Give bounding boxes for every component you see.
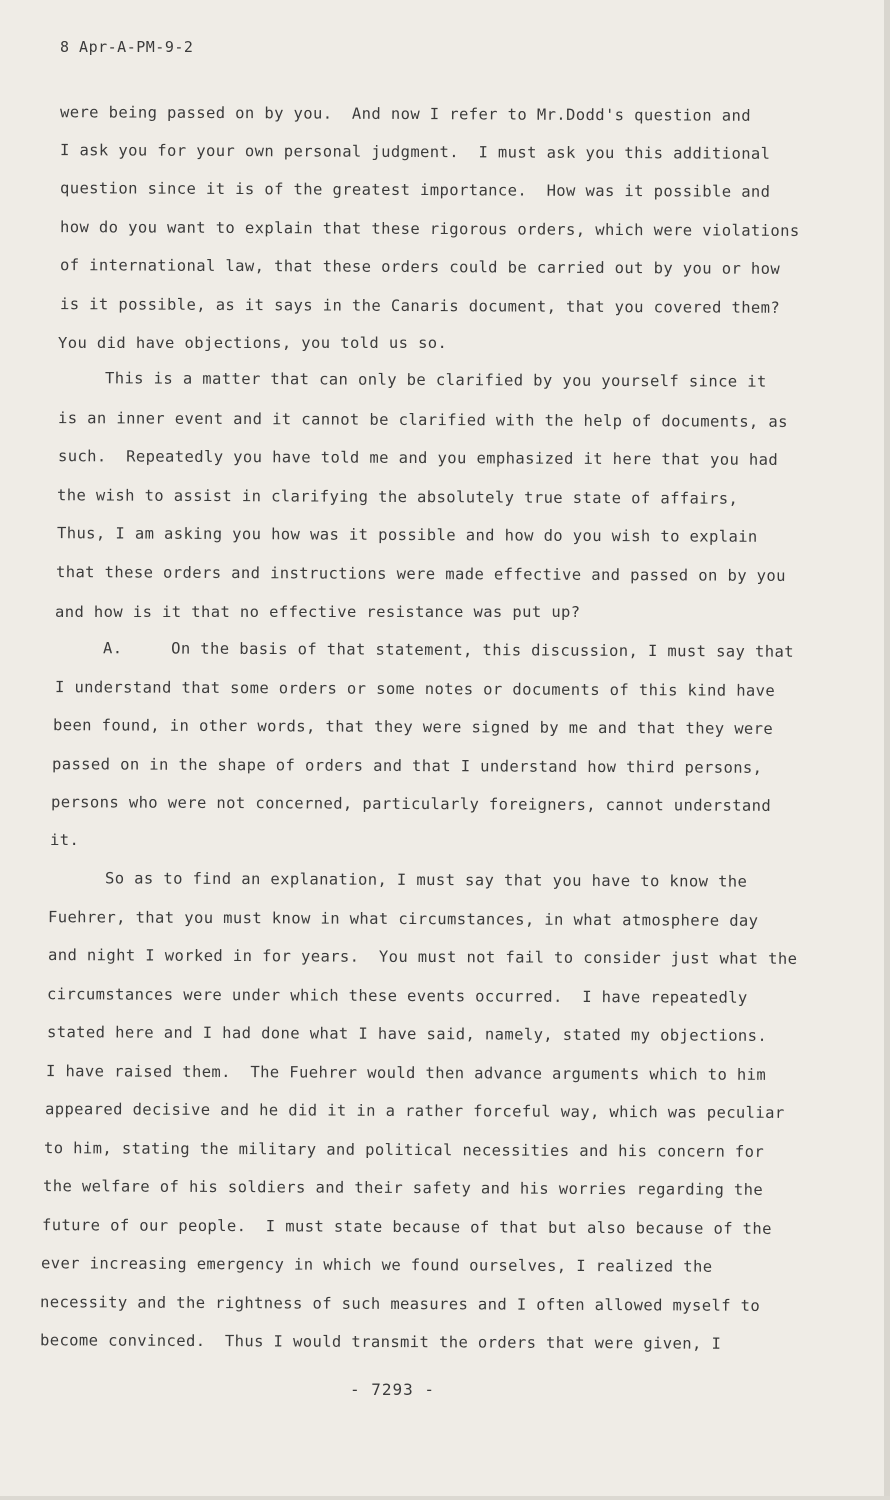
text-line: Fuehrer, that you must know in what circumstances, in what atmosphere day [47, 908, 759, 930]
text-line: You did have objections, you told us so. [58, 334, 448, 352]
text-line: it. [50, 831, 80, 849]
page-number-text: - 7293 - [349, 1380, 436, 1399]
text-line: that these orders and instructions were made effective and passed on by you [55, 563, 786, 585]
text-line: This is a matter that can only be clarified by you yourself since it [104, 369, 767, 391]
text-line: the wish to assist in clarifying the absolutely true state of affairs, [56, 486, 739, 508]
text-line: So as to find an explanation, I must say that you have to know the [104, 869, 748, 891]
text-line: Thus, I am asking you how was it possible and how do you wish to explain [56, 524, 758, 546]
text-line: and how is it that no effective resistance was put up? [55, 603, 581, 621]
text-line: circumstances were under which these events occurred. I have repeatedly [46, 985, 748, 1007]
text-line: I ask you for your own personal judgment. I must ask you this additional [59, 141, 771, 163]
text-line: to him, stating the military and political necessities and his concern for [43, 1139, 765, 1161]
text-line: passed on in the shape of orders and that I understand how third persons, [51, 755, 763, 777]
text-line: is an inner event and it cannot be clarified with the help of documents, as [57, 409, 788, 431]
text-line: question since it is of the greatest importance. How was it possible and [59, 179, 771, 201]
text-line: how do you want to explain that these rigorous orders, which were violations [59, 218, 800, 240]
text-line: necessity and the rightness of such measures and I often allowed myself to [39, 1293, 761, 1315]
text-line: were being passed on by you. And now I refer to Mr.Dodd's question and [59, 103, 752, 125]
text-line: future of our people. I must state because of that but also because of the [41, 1216, 772, 1238]
page-number [0, 1380, 890, 1399]
text-line: become convinced. Thus I would transmit the orders that were given, I [39, 1331, 722, 1353]
text-line: the welfare of his soldiers and their safety and his worries regarding the [42, 1177, 764, 1199]
page-header: 8 Apr-A-PM-9-2 [60, 38, 194, 56]
text-line: and night I worked in for years. You must not fail to consider just what the [47, 946, 798, 968]
text-line: is it possible, as it says in the Canaris document, that you covered them? [59, 295, 781, 317]
text-line: been found, in other words, that they were signed by me and that they were [52, 716, 774, 738]
text-line: such. Repeatedly you have told me and you emphasized it here that you had [57, 447, 779, 469]
text-line: I have raised them. The Fuehrer would then advance arguments which to him [45, 1062, 767, 1084]
text-line: I understand that some orders or some notes or documents of this kind have [54, 678, 776, 700]
text-line: stated here and I had done what I have said, namely, stated my objections. [46, 1023, 768, 1045]
text-line: appeared decisive and he did it in a rather forceful way, which was peculiar [44, 1100, 785, 1122]
text-line: persons who were not concerned, particularly foreigners, cannot understand [50, 793, 772, 815]
text-line: A. On the basis of that statement, this discussion, I must say that [102, 639, 795, 661]
text-line: of international law, that these orders could be carried out by you or how [59, 256, 781, 278]
text-line: ever increasing emergency in which we found ourselves, I realized the [40, 1254, 713, 1276]
